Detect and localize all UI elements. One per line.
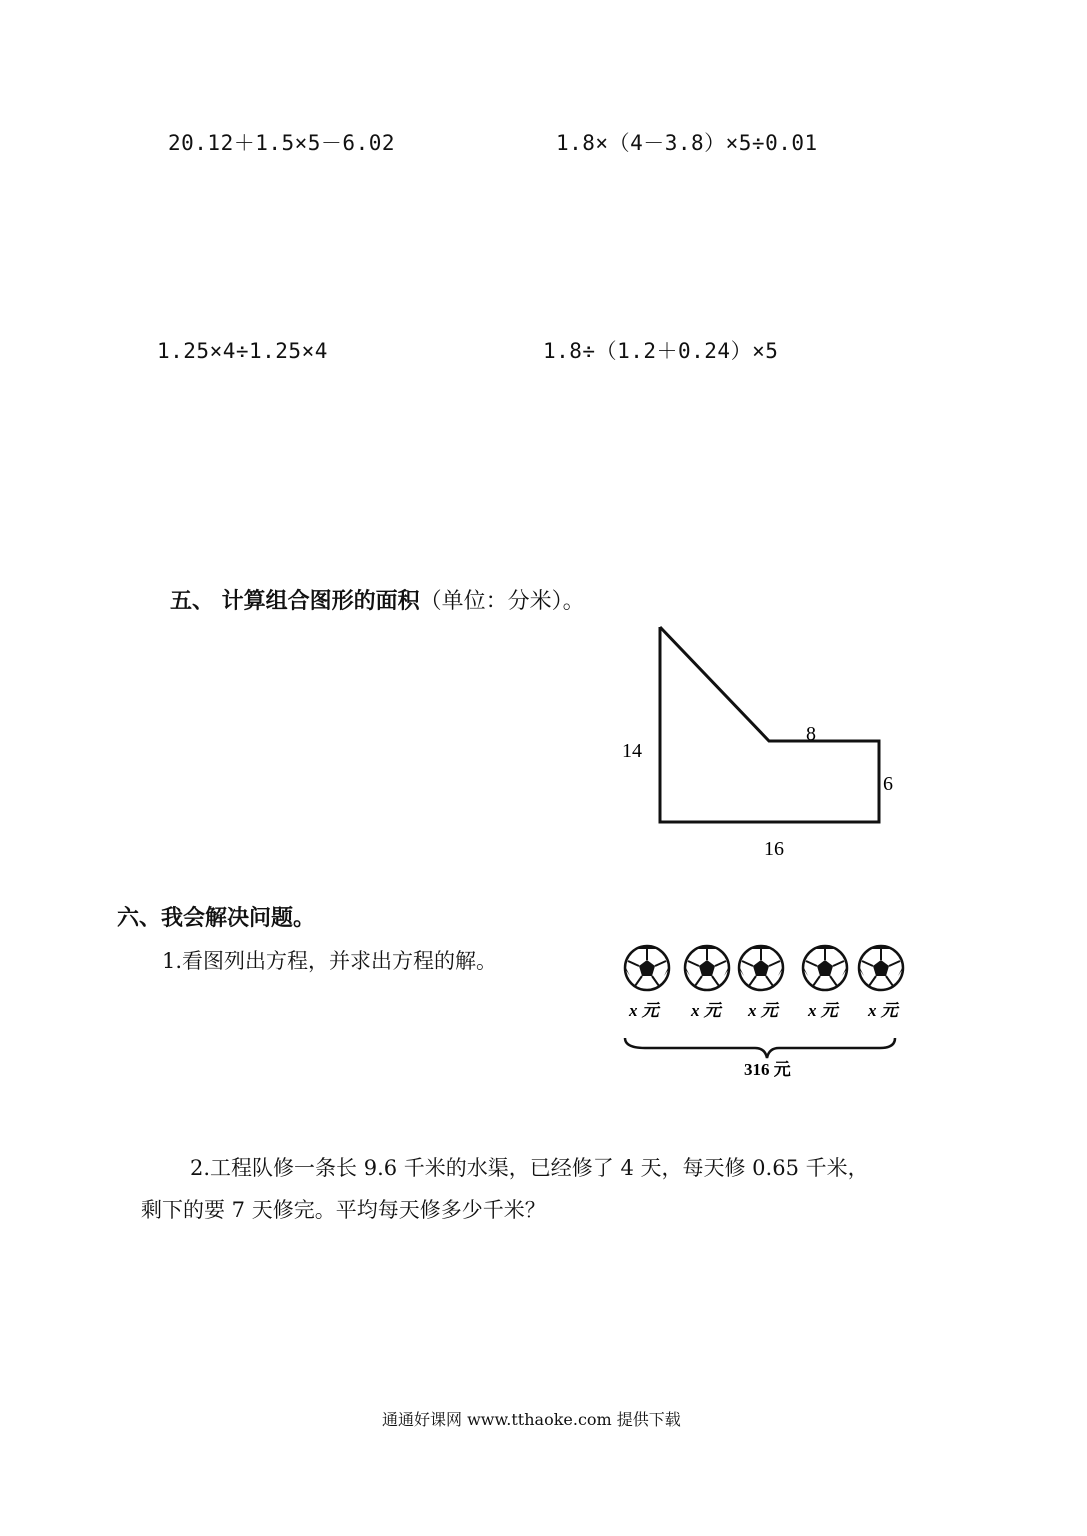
ball-2-icon [685,946,729,990]
figure-label-right: 6 [883,773,893,795]
ball-2-price: x 元 [691,1001,721,1020]
section-6-heading: 六、我会解决问题。 [117,905,316,931]
total-brace [625,1038,895,1058]
section-5-unit-note: （单位：分米）。 [419,589,585,614]
question-2-line-2: 剩下的要 7 天修完。平均每天修多少千米？ [141,1198,546,1222]
figure-label-bottom: 16 [764,838,784,860]
figure-outline [660,627,879,822]
ball-4-icon [803,946,847,990]
expression-1: 20.12＋1.5×5－6.02 [168,131,396,155]
figure-label-top: 8 [806,723,816,745]
question-2-line-1: 2.工程队修一条长 9.6 千米的水渠，已经修了 4 天，每天修 0.65 千米， [190,1156,869,1180]
expression-3: 1.25×4÷1.25×4 [157,339,328,363]
ball-3-price: x 元 [748,1001,778,1020]
ball-4-price: x 元 [808,1001,838,1020]
footer-text: 通通好课网 www.tthaoke.com 提供下载 [382,1410,681,1429]
composite-figure [600,615,920,865]
section-5-heading [170,590,585,613]
expression-4: 1.8÷（1.2＋0.24）×5 [543,339,779,363]
soccer-balls-figure [615,935,915,1085]
ball-1-icon [625,946,669,990]
ball-1-price: x 元 [629,1001,659,1020]
ball-5-icon [859,946,903,990]
figure-label-left: 14 [622,740,642,762]
total-price: 316 元 [744,1060,791,1079]
section-5-title: 五、 计算组合图形的面积 [170,588,420,614]
question-1: 1.看图列出方程，并求出方程的解。 [162,949,498,973]
ball-3-icon [739,946,783,990]
ball-5-price: x 元 [868,1001,898,1020]
expression-2: 1.8×（4－3.8）×5÷0.01 [556,131,818,155]
